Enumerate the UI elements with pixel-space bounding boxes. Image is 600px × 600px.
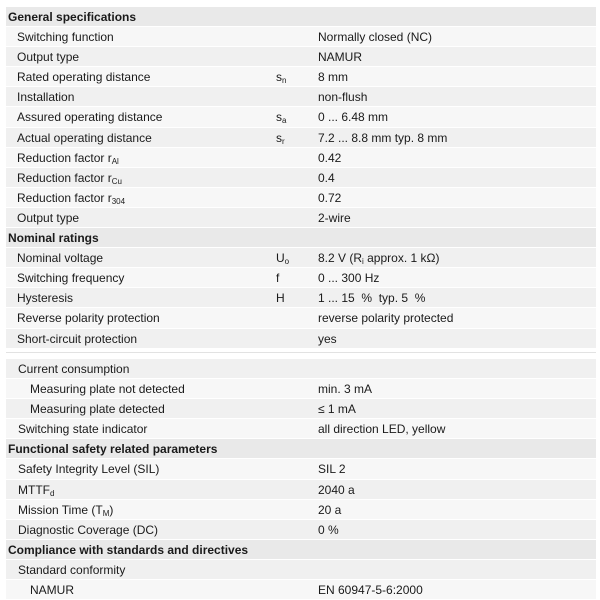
spec-label: Switching frequency <box>17 271 125 286</box>
spec-row <box>6 248 596 268</box>
spec-value: 2040 a <box>318 482 355 497</box>
spec-value: 0 ... 6.48 mm <box>318 110 389 125</box>
spec-label: Nominal voltage <box>17 251 104 266</box>
section-title: Functional safety related parameters <box>8 442 218 457</box>
spec-label: Safety Integrity Level (SIL) <box>18 462 160 477</box>
spec-value: all direction LED, yellow <box>318 422 446 437</box>
spec-label: Installation <box>17 90 75 105</box>
spec-label: Actual operating distance <box>17 130 152 145</box>
spec-label: Short-circuit protection <box>17 331 138 346</box>
spec-label: Standard conformity <box>18 562 126 577</box>
spec-value: Normally closed (NC) <box>318 30 433 45</box>
spec-value: 7.2 ... 8.8 mm typ. 8 mm <box>318 130 448 145</box>
spec-symbol: $s_r$ <box>276 130 285 146</box>
spec-label: Reduction factor $r_{304}$ <box>17 190 126 206</box>
spec-row <box>6 399 596 419</box>
spec-row <box>6 188 596 208</box>
spec-row <box>6 268 596 288</box>
spec-label: Reverse polarity protection <box>17 311 160 326</box>
spec-value: 0.72 <box>318 190 342 205</box>
spec-value: 8.2 V ($R_i$ approx. 1 kΩ) <box>318 251 440 267</box>
spec-row <box>6 308 596 328</box>
spec-label: Current consumption <box>18 362 130 376</box>
spec-row <box>6 560 596 580</box>
spec-value: min. 3 mA <box>318 382 373 397</box>
spec-label: NAMUR <box>30 583 74 598</box>
spec-row <box>6 107 596 127</box>
spec-label: $MTTF_d$ <box>18 482 55 498</box>
spec-row <box>6 520 596 540</box>
section-header-nominal <box>6 228 596 248</box>
spec-label: Mission Time $(T_M)$ <box>18 502 114 518</box>
spec-row <box>6 87 596 107</box>
section-title: Nominal ratings <box>8 231 99 246</box>
section-header-compliance <box>6 540 596 560</box>
spec-label: Switching state indicator <box>18 422 148 437</box>
spec-symbol: H <box>276 291 285 306</box>
spec-symbol: f <box>276 271 280 286</box>
spec-label: Measuring plate detected <box>30 402 165 417</box>
spec-value: reverse polarity protected <box>318 311 454 326</box>
spec-row <box>6 128 596 148</box>
spec-value: 0.42 <box>318 150 342 165</box>
section-title: Compliance with standards and directives <box>8 542 249 557</box>
table-divider <box>6 352 596 354</box>
spec-value: 20 a <box>318 502 342 517</box>
spec-row <box>6 208 596 228</box>
spec-label: Diagnostic Coverage (DC) <box>18 522 159 537</box>
spec-row <box>6 329 596 349</box>
section-header-safety <box>6 439 596 459</box>
spec-value: 2-wire <box>318 210 351 225</box>
spec-label: Switching function <box>17 30 114 45</box>
spec-value: SIL 2 <box>318 462 346 477</box>
spec-value: non-flush <box>318 90 368 105</box>
spec-label: Output type <box>17 50 80 65</box>
spec-row <box>6 47 596 67</box>
spec-symbol: $s_a$ <box>276 110 287 126</box>
spec-row <box>6 168 596 188</box>
spec-row <box>6 500 596 520</box>
spec-value: 1 ... 15 % typ. 5 % <box>318 291 426 306</box>
spec-label: Output type <box>17 210 80 225</box>
section-header-general <box>6 7 596 27</box>
spec-row <box>6 480 596 500</box>
spec-table-upper <box>6 7 596 349</box>
spec-label: Reduction factor $r_{Cu}$ <box>17 170 122 186</box>
spec-row <box>6 580 596 600</box>
spec-row <box>6 288 596 308</box>
spec-row <box>6 459 596 479</box>
spec-value: 0 % <box>318 522 339 537</box>
spec-value: yes <box>318 331 337 346</box>
spec-value: 8 mm <box>318 70 348 85</box>
spec-value: EN 60947-5-6:2000 <box>318 583 423 598</box>
spec-table-lower <box>6 359 596 600</box>
spec-row <box>6 67 596 87</box>
spec-value: ≤ 1 mA <box>318 402 356 417</box>
spec-value: 0 ... 300 Hz <box>318 271 380 286</box>
section-title: General specifications <box>8 10 137 24</box>
spec-row <box>6 148 596 168</box>
spec-symbol: $s_n$ <box>276 70 287 86</box>
spec-row <box>6 27 596 47</box>
spec-label: Assured operating distance <box>17 110 163 125</box>
spec-row <box>6 379 596 399</box>
spec-label: Measuring plate not detected <box>30 382 185 397</box>
spec-row <box>6 359 596 379</box>
spec-value: 0.4 <box>318 170 335 185</box>
spec-value: NAMUR <box>318 50 362 65</box>
spec-symbol: $U_o$ <box>276 251 290 267</box>
spec-label: Hysteresis <box>17 291 74 306</box>
spec-label: Reduction factor $r_{Al}$ <box>17 150 119 166</box>
spec-row <box>6 419 596 439</box>
spec-label: Rated operating distance <box>17 70 151 85</box>
